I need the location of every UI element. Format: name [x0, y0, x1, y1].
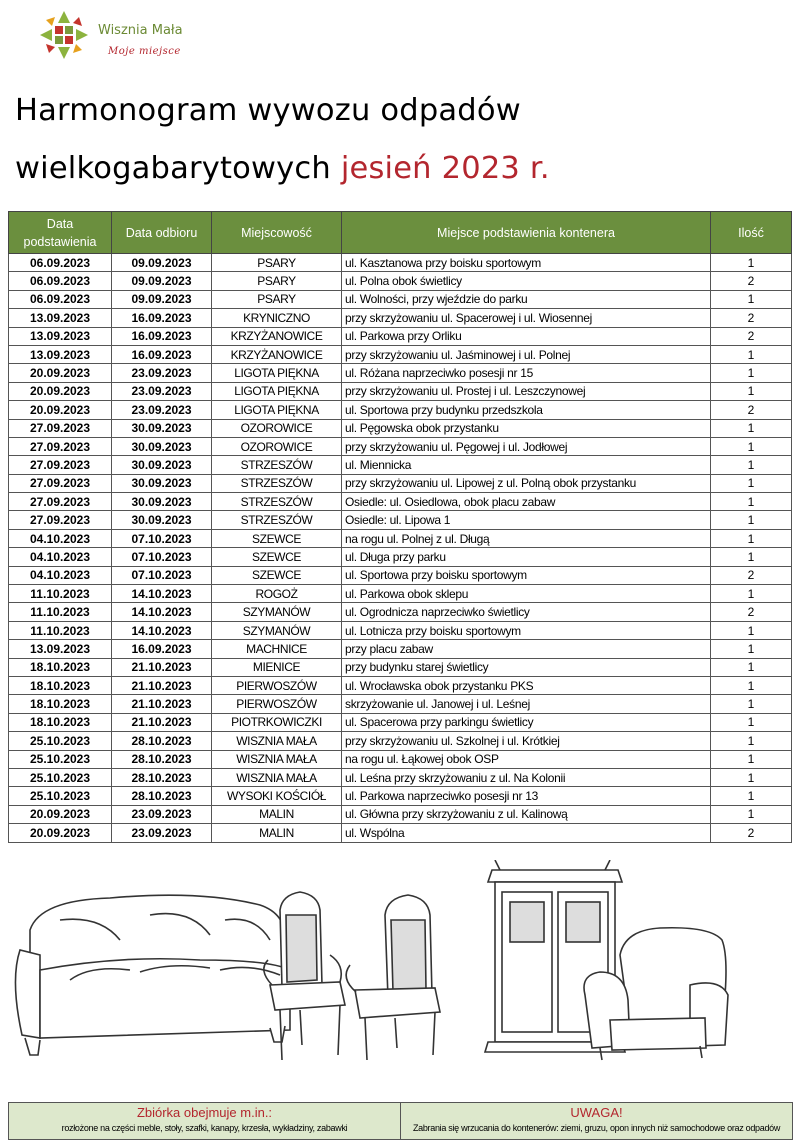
table-row: [9, 566, 792, 584]
quantity-cell: 1: [711, 474, 792, 492]
quantity-cell: 1: [711, 640, 792, 658]
locality-cell: SZYMANÓW: [212, 603, 342, 621]
header-pickup-date: Data odbioru: [112, 212, 212, 254]
title-line-2: [15, 140, 550, 198]
locality-cell: STRZESZÓW: [212, 474, 342, 492]
warning-title: UWAGA!: [570, 1105, 623, 1120]
quantity-cell: 1: [711, 621, 792, 639]
locality-cell: STRZESZÓW: [212, 493, 342, 511]
delivery-date-cell: 11.10.2023: [9, 585, 112, 603]
header-container-location: Miejsce podstawienia kontenera: [342, 212, 711, 254]
container-location-cell: ul. Lotnicza przy boisku sportowym: [342, 621, 711, 639]
quantity-cell: 2: [711, 401, 792, 419]
quantity-cell: 1: [711, 493, 792, 511]
quantity-cell: 1: [711, 805, 792, 823]
delivery-date-cell: 27.09.2023: [9, 437, 112, 455]
quantity-cell: 1: [711, 511, 792, 529]
container-location-cell: Osiedle: ul. Lipowa 1: [342, 511, 711, 529]
collection-scope-text: rozłożone na części meble, stoły, szafki, kanapy, krzesła, wykładziny, zabawki: [61, 1123, 348, 1133]
delivery-date-cell: 27.09.2023: [9, 419, 112, 437]
locality-cell: STRZESZÓW: [212, 456, 342, 474]
pickup-date-cell: 28.10.2023: [112, 732, 212, 750]
table-row: [9, 768, 792, 786]
delivery-date-cell: 13.09.2023: [9, 309, 112, 327]
title-line-2-main: wielkogabarytowych: [15, 151, 331, 186]
header-delivery-date: Data podstawienia: [9, 212, 112, 254]
table-row: [9, 529, 792, 547]
quantity-cell: 1: [711, 364, 792, 382]
locality-cell: KRYNICZNO: [212, 309, 342, 327]
delivery-date-cell: 06.09.2023: [9, 272, 112, 290]
container-location-cell: przy skrzyżowaniu ul. Szkolnej i ul. Krótkiej: [342, 732, 711, 750]
delivery-date-cell: 27.09.2023: [9, 456, 112, 474]
pickup-date-cell: 30.09.2023: [112, 511, 212, 529]
locality-cell: ROGOŻ: [212, 585, 342, 603]
container-location-cell: ul. Wrocławska obok przystanku PKS: [342, 676, 711, 694]
locality-cell: MIENICE: [212, 658, 342, 676]
locality-cell: LIGOTA PIĘKNA: [212, 401, 342, 419]
pickup-date-cell: 07.10.2023: [112, 566, 212, 584]
pickup-date-cell: 14.10.2023: [112, 603, 212, 621]
table-row: [9, 345, 792, 363]
delivery-date-cell: 18.10.2023: [9, 676, 112, 694]
furniture-illustration: [0, 860, 800, 1100]
title-season: jesień 2023 r.: [340, 151, 550, 186]
table-row: [9, 658, 792, 676]
table-row: [9, 640, 792, 658]
delivery-date-cell: 11.10.2023: [9, 603, 112, 621]
container-location-cell: ul. Ogrodnicza naprzeciwko świetlicy: [342, 603, 711, 621]
quantity-cell: 1: [711, 345, 792, 363]
locality-cell: LIGOTA PIĘKNA: [212, 364, 342, 382]
table-row: [9, 824, 792, 842]
pickup-date-cell: 23.09.2023: [112, 401, 212, 419]
pickup-date-cell: 14.10.2023: [112, 585, 212, 603]
quantity-cell: 2: [711, 824, 792, 842]
chair-right-drawing: [346, 895, 440, 1060]
pickup-date-cell: 14.10.2023: [112, 621, 212, 639]
schedule-table: [8, 211, 792, 843]
container-location-cell: ul. Sportowa przy budynku przedszkola: [342, 401, 711, 419]
table-row: [9, 437, 792, 455]
quantity-cell: 1: [711, 658, 792, 676]
pickup-date-cell: 30.09.2023: [112, 493, 212, 511]
container-location-cell: ul. Leśna przy skrzyżowaniu z ul. Na Kolonii: [342, 768, 711, 786]
table-header-row: [9, 212, 792, 254]
locality-cell: SZEWCE: [212, 529, 342, 547]
table-row: [9, 713, 792, 731]
locality-cell: PSARY: [212, 290, 342, 308]
locality-cell: LIGOTA PIĘKNA: [212, 382, 342, 400]
table-row: [9, 805, 792, 823]
pickup-date-cell: 23.09.2023: [112, 805, 212, 823]
container-location-cell: ul. Główna przy skrzyżowaniu z ul. Kalinową: [342, 805, 711, 823]
delivery-date-cell: 18.10.2023: [9, 658, 112, 676]
delivery-date-cell: 27.09.2023: [9, 511, 112, 529]
locality-cell: PIERWOSZÓW: [212, 695, 342, 713]
quantity-cell: 1: [711, 713, 792, 731]
title-line-1: Harmonogram wywozu odpadów: [15, 93, 521, 128]
table-row: [9, 419, 792, 437]
quantity-cell: 1: [711, 529, 792, 547]
container-location-cell: na rogu ul. Łąkowej obok OSP: [342, 750, 711, 768]
delivery-date-cell: 04.10.2023: [9, 566, 112, 584]
table-row: [9, 732, 792, 750]
table-row: [9, 272, 792, 290]
quantity-cell: 1: [711, 437, 792, 455]
table-row: [9, 676, 792, 694]
delivery-date-cell: 18.10.2023: [9, 713, 112, 731]
quantity-cell: 1: [711, 768, 792, 786]
locality-cell: WYSOKI KOŚCIÓŁ: [212, 787, 342, 805]
delivery-date-cell: 20.09.2023: [9, 805, 112, 823]
pickup-date-cell: 23.09.2023: [112, 382, 212, 400]
container-location-cell: Osiedle: ul. Osiedlowa, obok placu zabaw: [342, 493, 711, 511]
pickup-date-cell: 07.10.2023: [112, 529, 212, 547]
container-location-cell: przy skrzyżowaniu ul. Pęgowej i ul. Jodłowej: [342, 437, 711, 455]
container-location-cell: przy budynku starej świetlicy: [342, 658, 711, 676]
pickup-date-cell: 21.10.2023: [112, 676, 212, 694]
delivery-date-cell: 20.09.2023: [9, 382, 112, 400]
table-row: [9, 695, 792, 713]
table-row: [9, 309, 792, 327]
page-title: [15, 82, 550, 198]
quantity-cell: 2: [711, 272, 792, 290]
locality-cell: MALIN: [212, 824, 342, 842]
table-row: [9, 750, 792, 768]
locality-cell: KRZYŻANOWICE: [212, 327, 342, 345]
table-row: [9, 401, 792, 419]
container-location-cell: ul. Parkowa naprzeciwko posesji nr 13: [342, 787, 711, 805]
delivery-date-cell: 06.09.2023: [9, 290, 112, 308]
container-location-cell: przy placu zabaw: [342, 640, 711, 658]
sofa-drawing: [15, 895, 290, 1055]
delivery-date-cell: 04.10.2023: [9, 529, 112, 547]
quantity-cell: 1: [711, 695, 792, 713]
quantity-cell: 2: [711, 603, 792, 621]
table-row: [9, 548, 792, 566]
table-row: [9, 585, 792, 603]
delivery-date-cell: 06.09.2023: [9, 254, 112, 272]
locality-cell: OZOROWICE: [212, 419, 342, 437]
pickup-date-cell: 16.09.2023: [112, 309, 212, 327]
warning-text: Zabrania się wrzucania do kontenerów: ziemi, gruzu, opon innych niż samochodowe oraz odpadów: [412, 1123, 781, 1133]
locality-cell: PSARY: [212, 254, 342, 272]
locality-cell: PIERWOSZÓW: [212, 676, 342, 694]
pickup-date-cell: 07.10.2023: [112, 548, 212, 566]
container-location-cell: ul. Polna obok świetlicy: [342, 272, 711, 290]
pickup-date-cell: 16.09.2023: [112, 345, 212, 363]
footer-info: [8, 1102, 793, 1140]
brand-name: Wisznia Mała: [98, 23, 183, 38]
pickup-date-cell: 21.10.2023: [112, 713, 212, 731]
brand-tagline: Moje miejsce: [108, 46, 181, 57]
pickup-date-cell: 23.09.2023: [112, 824, 212, 842]
quantity-cell: 1: [711, 676, 792, 694]
locality-cell: OZOROWICE: [212, 437, 342, 455]
quantity-cell: 1: [711, 456, 792, 474]
pickup-date-cell: 09.09.2023: [112, 290, 212, 308]
pickup-date-cell: 21.10.2023: [112, 658, 212, 676]
warning-box: [400, 1103, 792, 1139]
container-location-cell: ul. Sportowa przy boisku sportowym: [342, 566, 711, 584]
quantity-cell: 1: [711, 290, 792, 308]
quantity-cell: 1: [711, 419, 792, 437]
delivery-date-cell: 20.09.2023: [9, 824, 112, 842]
container-location-cell: przy skrzyżowaniu ul. Spacerowej i ul. Wiosennej: [342, 309, 711, 327]
locality-cell: WISZNIA MAŁA: [212, 732, 342, 750]
pickup-date-cell: 16.09.2023: [112, 640, 212, 658]
delivery-date-cell: 13.09.2023: [9, 640, 112, 658]
container-location-cell: ul. Wolności, przy wjeździe do parku: [342, 290, 711, 308]
pickup-date-cell: 30.09.2023: [112, 419, 212, 437]
delivery-date-cell: 25.10.2023: [9, 787, 112, 805]
locality-cell: WISZNIA MAŁA: [212, 750, 342, 768]
container-location-cell: przy skrzyżowaniu ul. Lipowej z ul. Polną obok przystanku: [342, 474, 711, 492]
delivery-date-cell: 11.10.2023: [9, 621, 112, 639]
quantity-cell: 1: [711, 548, 792, 566]
table-row: [9, 382, 792, 400]
table-row: [9, 290, 792, 308]
container-location-cell: ul. Długa przy parku: [342, 548, 711, 566]
table-row: [9, 493, 792, 511]
quantity-cell: 1: [711, 585, 792, 603]
quantity-cell: 1: [711, 750, 792, 768]
container-location-cell: na rogu ul. Polnej z ul. Długą: [342, 529, 711, 547]
locality-cell: SZYMANÓW: [212, 621, 342, 639]
container-location-cell: skrzyżowanie ul. Janowej i ul. Leśnej: [342, 695, 711, 713]
delivery-date-cell: 27.09.2023: [9, 474, 112, 492]
delivery-date-cell: 04.10.2023: [9, 548, 112, 566]
locality-cell: MACHNICE: [212, 640, 342, 658]
container-location-cell: ul. Wspólna: [342, 824, 711, 842]
table-row: [9, 327, 792, 345]
quantity-cell: 2: [711, 327, 792, 345]
delivery-date-cell: 20.09.2023: [9, 364, 112, 382]
locality-cell: PSARY: [212, 272, 342, 290]
delivery-date-cell: 25.10.2023: [9, 750, 112, 768]
table-row: [9, 787, 792, 805]
delivery-date-cell: 18.10.2023: [9, 695, 112, 713]
quantity-cell: 1: [711, 382, 792, 400]
pickup-date-cell: 28.10.2023: [112, 768, 212, 786]
locality-cell: STRZESZÓW: [212, 511, 342, 529]
pickup-date-cell: 28.10.2023: [112, 787, 212, 805]
pickup-date-cell: 30.09.2023: [112, 456, 212, 474]
container-location-cell: ul. Różana naprzeciwko posesji nr 15: [342, 364, 711, 382]
pickup-date-cell: 23.09.2023: [112, 364, 212, 382]
delivery-date-cell: 27.09.2023: [9, 493, 112, 511]
container-location-cell: ul. Parkowa obok sklepu: [342, 585, 711, 603]
table-row: [9, 511, 792, 529]
header-locality: Miejscowość: [212, 212, 342, 254]
delivery-date-cell: 20.09.2023: [9, 401, 112, 419]
pickup-date-cell: 30.09.2023: [112, 474, 212, 492]
table-row: [9, 621, 792, 639]
delivery-date-cell: 25.10.2023: [9, 768, 112, 786]
quantity-cell: 1: [711, 254, 792, 272]
delivery-date-cell: 13.09.2023: [9, 327, 112, 345]
delivery-date-cell: 25.10.2023: [9, 732, 112, 750]
pickup-date-cell: 28.10.2023: [112, 750, 212, 768]
pickup-date-cell: 16.09.2023: [112, 327, 212, 345]
collection-scope-title: Zbiórka obejmuje m.in.:: [136, 1105, 273, 1120]
quantity-cell: 1: [711, 732, 792, 750]
locality-cell: SZEWCE: [212, 548, 342, 566]
table-row: [9, 364, 792, 382]
table-row: [9, 254, 792, 272]
container-location-cell: ul. Parkowa przy Orliku: [342, 327, 711, 345]
pickup-date-cell: 30.09.2023: [112, 437, 212, 455]
table-row: [9, 456, 792, 474]
quantity-cell: 2: [711, 309, 792, 327]
locality-cell: SZEWCE: [212, 566, 342, 584]
locality-cell: MALIN: [212, 805, 342, 823]
container-location-cell: przy skrzyżowaniu ul. Prostej i ul. Leszczynowej: [342, 382, 711, 400]
container-location-cell: przy skrzyżowaniu ul. Jaśminowej i ul. Polnej: [342, 345, 711, 363]
container-location-cell: ul. Kasztanowa przy boisku sportowym: [342, 254, 711, 272]
container-location-cell: ul. Miennicka: [342, 456, 711, 474]
collection-scope-box: [9, 1103, 400, 1139]
quantity-cell: 1: [711, 787, 792, 805]
table-row: [9, 474, 792, 492]
locality-cell: PIOTRKOWICZKI: [212, 713, 342, 731]
quantity-cell: 2: [711, 566, 792, 584]
container-location-cell: ul. Spacerowa przy parkingu świetlicy: [342, 713, 711, 731]
pickup-date-cell: 09.09.2023: [112, 254, 212, 272]
locality-cell: WISZNIA MAŁA: [212, 768, 342, 786]
pickup-date-cell: 09.09.2023: [112, 272, 212, 290]
locality-cell: KRZYŻANOWICE: [212, 345, 342, 363]
table-row: [9, 603, 792, 621]
delivery-date-cell: 13.09.2023: [9, 345, 112, 363]
pickup-date-cell: 21.10.2023: [112, 695, 212, 713]
header-quantity: Ilość: [711, 212, 792, 254]
container-location-cell: ul. Pęgowska obok przystanku: [342, 419, 711, 437]
